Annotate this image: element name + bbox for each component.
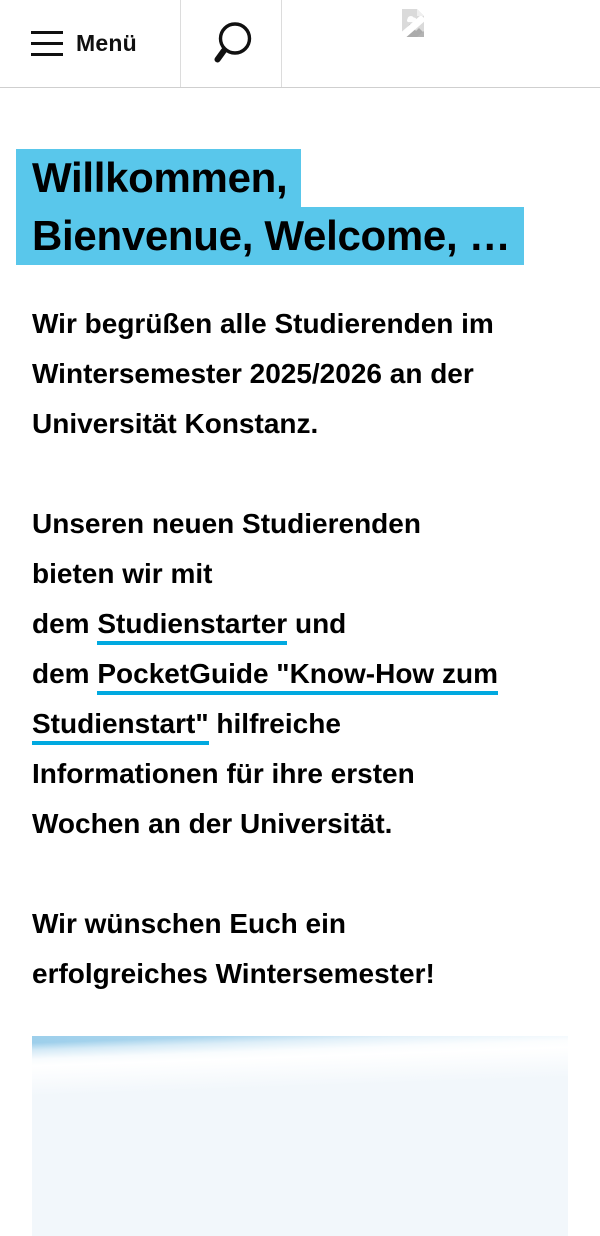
text-line: Wintersemester 2025/2026 an der bbox=[32, 358, 474, 389]
page-title bbox=[32, 149, 568, 265]
text-line: dem bbox=[32, 658, 98, 689]
pocketguide-link[interactable]: PocketGuide "Know-How zum bbox=[97, 658, 498, 695]
logo-link[interactable] bbox=[282, 0, 600, 87]
menu-label: Menü bbox=[76, 30, 137, 56]
title-line-1: Willkommen, bbox=[16, 149, 301, 207]
wishes-paragraph bbox=[32, 899, 568, 999]
header bbox=[0, 0, 600, 88]
text-line: Wochen an der Universität. bbox=[32, 808, 393, 839]
hamburger-icon bbox=[31, 31, 63, 56]
text-line: dem bbox=[32, 608, 98, 639]
menu-button[interactable] bbox=[0, 0, 181, 87]
sky-photo bbox=[32, 1036, 568, 1236]
intro-paragraph bbox=[32, 299, 568, 449]
text-line: Unseren neuen Studierenden bbox=[32, 508, 421, 539]
text-line: erfolgreiches Wintersemester! bbox=[32, 958, 435, 989]
text-line: bieten wir mit bbox=[32, 558, 213, 589]
title-line-2: Bienvenue, Welcome, … bbox=[16, 207, 524, 265]
studienstarter-link[interactable]: Studienstarter bbox=[97, 608, 287, 645]
info-paragraph bbox=[32, 499, 568, 849]
text-line: und bbox=[287, 608, 347, 639]
broken-image-icon bbox=[398, 8, 428, 38]
pocketguide-link-continued[interactable]: Studienstart" bbox=[32, 708, 209, 745]
main-content bbox=[0, 149, 600, 1236]
search-icon bbox=[208, 21, 254, 67]
text-line: Wir begrüßen alle Studierenden im bbox=[32, 308, 494, 339]
text-line: Universität Konstanz. bbox=[32, 408, 319, 439]
search-button[interactable] bbox=[181, 0, 282, 87]
text-line: Wir wünschen Euch ein bbox=[32, 908, 347, 939]
text-line: Informationen für ihre ersten bbox=[32, 758, 415, 789]
text-line: hilfreiche bbox=[208, 708, 341, 739]
